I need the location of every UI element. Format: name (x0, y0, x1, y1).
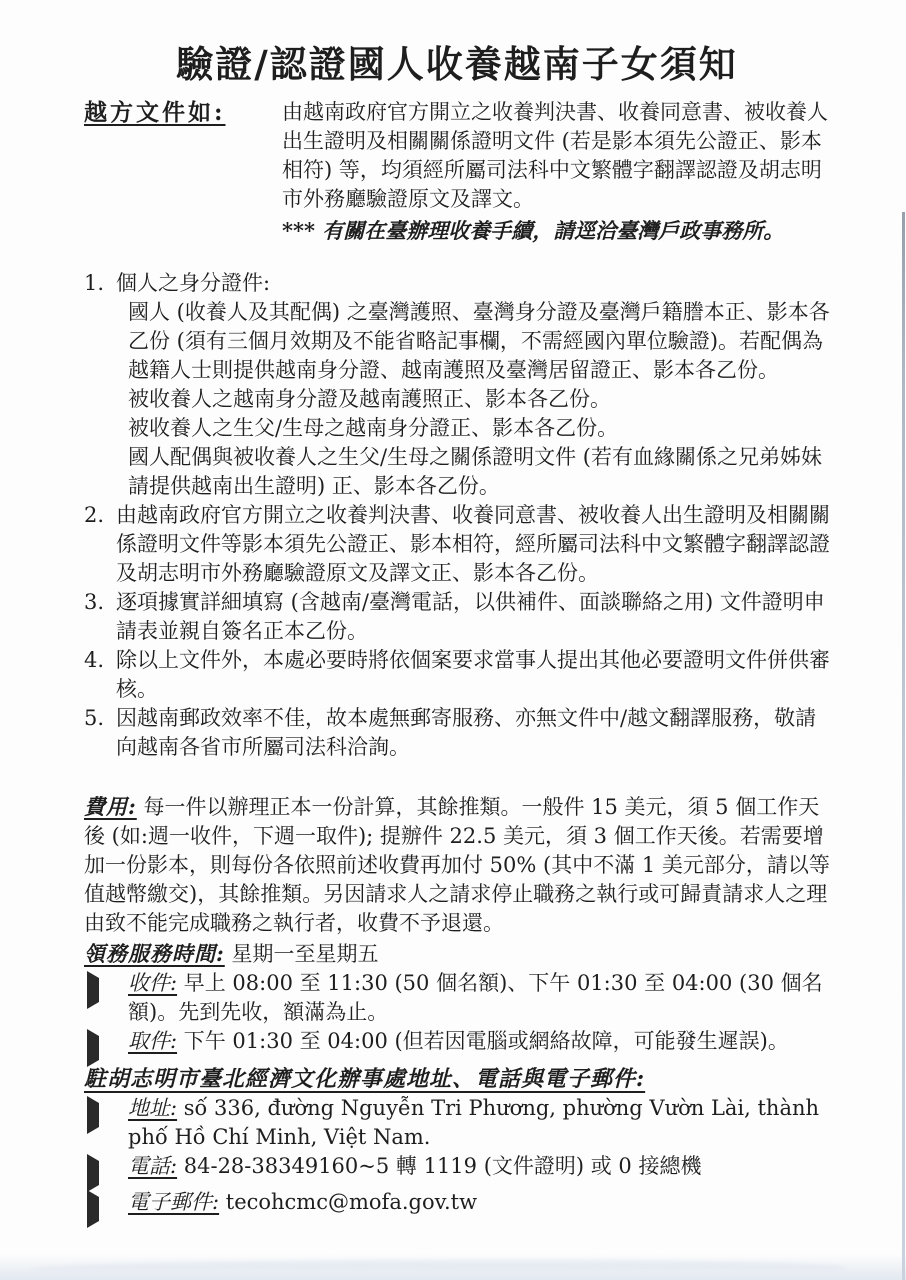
fees-text: 每一件以辦理正本一份計算，其餘推類。一般件 15 美元，須 5 個工作天後 (如:週一收件，下週一取件); 提辦件 22.5 美元，須 3 個工作天後。若需要增加一份影本，則每份各依照前述收費再加付 50% (其中不滿 1 美元部分，請以等值越幣繳交)，其餘推類。另因請求人之請求停止職務之執行或可歸責請求人之理由致不能完成職務之執行者，收費不予退還。 (84, 795, 830, 935)
service-hours-value: 星期一至星期五 (224, 942, 379, 966)
item-number: 1. (84, 271, 105, 295)
list-item-2 (84, 501, 830, 588)
numbered-list (84, 269, 830, 762)
bullet-text: 國人 (收養人及其配偶) 之臺灣護照、臺灣身分證及臺灣戶籍謄本正、影本各乙份 (須有三個月效期及不能省略記事欄，不需經國內單位驗證)。若配偶為越籍人士則提供越南身分證、越南護照及臺灣居留證正、影本各乙份。 (128, 300, 830, 382)
item-number: 3. (84, 590, 105, 614)
receive-label: 收件: (128, 971, 178, 995)
item-number: 5. (84, 706, 105, 730)
item-text: 逐項據實詳細填寫 (含越南/臺灣電話，以供補件、面談聯絡之用) 文件證明申請表並親自簽名正本乙份。 (116, 590, 825, 643)
bullet-icon (84, 385, 128, 414)
contact-entry-address (84, 1094, 830, 1152)
bullet-item (84, 298, 830, 385)
hours-entry-receive (84, 969, 830, 1027)
list-item-3 (84, 588, 830, 646)
service-hours-heading (84, 939, 830, 969)
address-label: 地址: (128, 1096, 178, 1120)
list-item-4 (84, 646, 830, 704)
contact-entry-text: 電子郵件: tecohcmc@mofa.gov.tw (128, 1190, 478, 1214)
contact-entry-phone (84, 1152, 830, 1188)
bullet-item (84, 414, 830, 443)
fees-label: 費用: (84, 794, 137, 819)
list-item-1 (84, 269, 830, 298)
contact-heading: 駐胡志明市臺北經濟文化辦事處地址、電話與電子郵件: (84, 1066, 646, 1092)
intro-body (282, 98, 830, 245)
bullet-icon (84, 298, 128, 385)
bullet-item (84, 385, 830, 414)
intro-section (84, 98, 830, 245)
hours-entry-text: 取件: 下午 01:30 至 04:00 (但若因電腦或網絡故障，可能發生遲誤)。 (128, 1029, 789, 1053)
intro-note: *** 有關在臺辦理收養手續，請逕洽臺灣戶政事務所。 (282, 218, 785, 243)
arrow-bullet-icon (84, 1188, 128, 1224)
arrow-bullet-icon (84, 1094, 128, 1152)
contact-entry-text: 地址: số 336, đường Nguyễn Tri Phương, phường Vườn Lài, thành phố Hồ Chí Minh, Việt Nam. (128, 1096, 820, 1149)
contact-entry-text: 電話: 84-28-38349160~5 轉 1119 (文件證明) 或 0 接總機 (128, 1154, 702, 1178)
document-title: 驗證/認證國人收養越南子女須知 (176, 42, 738, 86)
hours-entry-pickup (84, 1027, 830, 1063)
item-number: 2. (84, 503, 105, 527)
fees-section (84, 792, 830, 938)
bullet-text: 被收養人之越南身分證及越南護照正、影本各乙份。 (128, 387, 611, 411)
bullet-icon (84, 414, 128, 443)
bullet-item (84, 443, 830, 501)
list-item-5 (84, 704, 830, 762)
intro-text: 由越南政府官方開立之收養判決書、收養同意書、被收養人出生證明及相關關係證明文件 (若是影本須先公證正、影本相符) 等，均須經所屬司法科中文繁體字翻譯認證及胡志明市外務廳驗證原文及譯文。 (282, 100, 828, 211)
item-text: 除以上文件外，本處必要時將依個案要求當事人提出其他必要證明文件併供審核。 (116, 648, 830, 701)
email-label: 電子郵件: (128, 1190, 220, 1214)
bullet-list (84, 298, 830, 501)
contact-entry-email (84, 1188, 830, 1224)
bullet-text: 被收養人之生父/生母之越南身分證正、影本各乙份。 (128, 416, 619, 440)
item-text: 由越南政府官方開立之收養判決書、收養同意書、被收養人出生證明及相關關係證明文件等影本須先公證正、影本相符，經所屬司法科中文繁體字翻譯認證及胡志明市外務廳驗證原文及譯文正、影本各乙份。 (116, 503, 830, 585)
service-hours-label: 領務服務時間: (84, 941, 225, 966)
arrow-bullet-icon (84, 1027, 128, 1063)
hours-entry-text: 收件: 早上 08:00 至 11:30 (50 個名額)、下午 01:30 至 04:00 (30 個名額)。先到先收，額滿為止。 (128, 971, 823, 1024)
arrow-bullet-icon (84, 1152, 128, 1188)
intro-label: 越方文件如: (84, 99, 226, 126)
document-page (84, 0, 830, 1224)
phone-label: 電話: (128, 1154, 178, 1178)
bullet-icon (84, 443, 128, 501)
bullet-text: 國人配偶與被收養人之生父/生母之關係證明文件 (若有血緣關係之兄弟姊妹請提供越南出生證明) 正、影本各乙份。 (128, 445, 822, 498)
pickup-label: 取件: (128, 1029, 178, 1053)
scan-artifact-right-edge (902, 212, 905, 1280)
item-number: 4. (84, 648, 105, 672)
arrow-bullet-icon (84, 969, 128, 1027)
item-text: 因越南郵政效率不佳，故本處無郵寄服務、亦無文件中/越文翻譯服務，敬請向越南各省市所屬司法科洽詢。 (116, 706, 817, 759)
item-text: 個人之身分證件: (116, 271, 271, 295)
